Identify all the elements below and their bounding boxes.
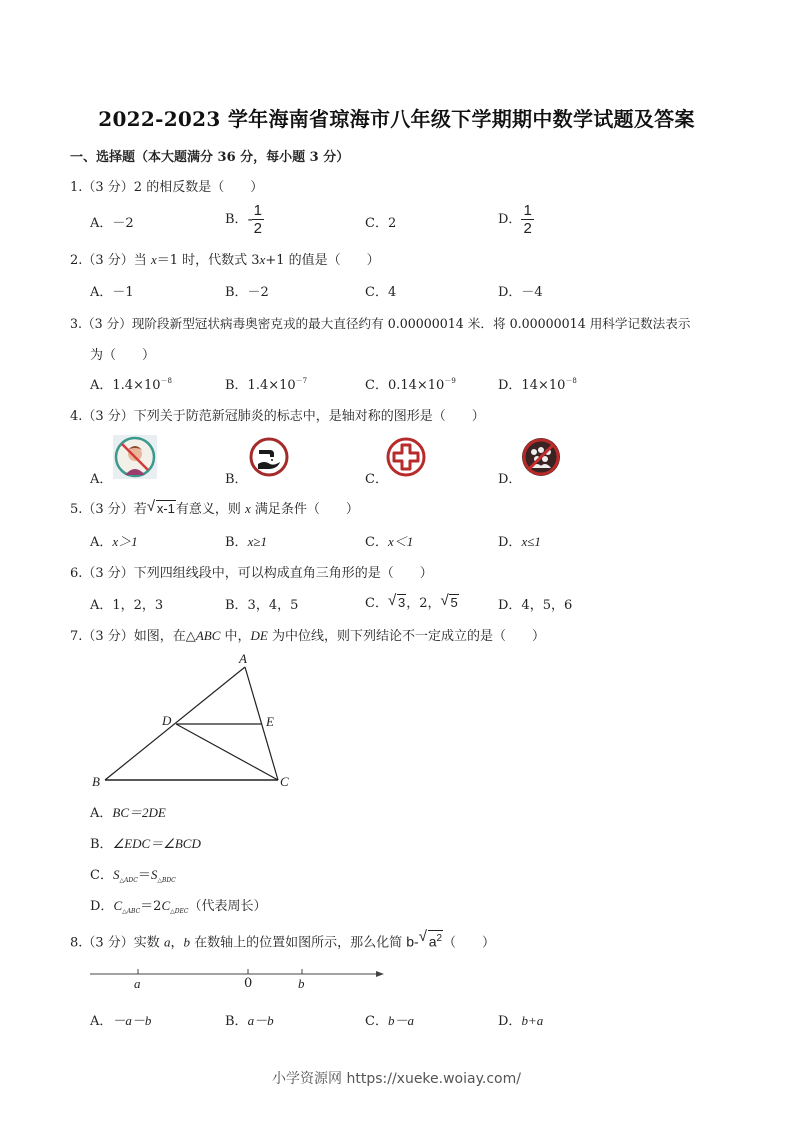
q2-option-c: C．4 [365, 285, 397, 300]
q6-option-a: A．1，2，3 [90, 598, 164, 613]
vertex-label-c: C [280, 774, 289, 789]
question-2-stem: 2.（3 分）当 x＝1 时，代数式 3x+1 的值是（ ） [70, 252, 380, 268]
question-3-stem-line1: 3.（3 分）现阶段新型冠状病毒奥密克戎的最大直径约有 0.00000014 米．将 0.00000014 用科学记数法表示 [70, 316, 691, 331]
vertex-label-e: E [266, 714, 274, 729]
footer-watermark: 小学资源网 https://xueke.woiay.com/ [272, 1071, 521, 1087]
q5-option-a: A．x＞1 [90, 534, 138, 550]
vertex-label-b: B [92, 774, 100, 789]
q6-option-b: B．3，4，5 [225, 598, 299, 613]
square-root: √ $a^2$ [418, 928, 443, 950]
fraction: $\frac{1}{2}$ [523, 202, 532, 237]
square-root: √ 5 [440, 592, 458, 610]
question-8-stem: 8.（3 分）实数 a，b 在数轴上的位置如图所示，那么化简 b- √ $a^2$（ ） [70, 928, 496, 951]
q1-option-c: C．2 [365, 216, 397, 231]
q8-option-a: A．－a－b [90, 1013, 152, 1029]
q4-option-a-label: A． [90, 472, 113, 487]
q8-option-c: C．b－a [365, 1013, 414, 1029]
q4-option-b-label: B． [225, 472, 248, 487]
q5-option-c: C．x＜1 [365, 534, 414, 550]
q7-option-d: D．$C_{\triangle ABC}=2C_{\triangle DEC}$（代表周长） [90, 898, 267, 915]
q7-option-a: A．BC＝2DE [90, 805, 166, 821]
section-heading: 一、选择题（本大题满分 36 分，每小题 3 分） [70, 150, 350, 165]
q2-option-d: D．－4 [498, 285, 543, 300]
number-line-label-b: b [298, 976, 305, 991]
question-3-stem-line2: 为（ ） [90, 348, 156, 363]
q3-option-d: D．$14\times 10^{-8}$ [498, 377, 577, 393]
question-7-stem: 7.（3 分）如图，在△ABC 中，DE 为中位线，则下列结论不一定成立的是（ ） [70, 628, 545, 644]
number-line-label-a: a [134, 976, 141, 991]
q6-option-d: D．4，5，6 [498, 598, 573, 613]
fraction: $\frac{1}{2}$ [253, 202, 262, 237]
q5-option-b: B．x≥1 [225, 534, 267, 550]
question-1-stem: 1.（3 分）2 的相反数是（ ） [70, 180, 264, 195]
question-6-stem: 6.（3 分）下列四组线段中，可以构成直角三角形的是（ ） [70, 566, 433, 581]
arrow-right-icon [376, 971, 384, 977]
q8-option-b: B．a－b [225, 1013, 274, 1029]
q5-option-d: D．x≤1 [498, 534, 541, 550]
q3-option-c: C．$0.14\times 10^{-9}$ [365, 377, 456, 393]
square-root: √ x-1 [146, 498, 175, 516]
q7-option-b: B．∠EDC＝∠BCD [90, 836, 201, 852]
q6-option-c: C． √ 3，2， √ 5 [365, 592, 458, 611]
q7-option-c: C．$S_{\triangle ADC}=S_{\triangle BDC}$ [90, 867, 176, 884]
q1-option-b: B．- $\frac{1}{2}$ [225, 202, 262, 237]
q3-option-a: A．$1.4\times 10^{-8}$ [90, 377, 172, 393]
number-line-label-zero: 0 [244, 976, 253, 991]
square-root: √ 3 [387, 592, 406, 610]
vertex-label-d: D [162, 713, 172, 728]
vertex-label-a: A [239, 651, 247, 666]
q4-option-c-label: C． [365, 472, 388, 487]
q2-option-a: A．－1 [90, 285, 134, 300]
q3-option-b: B．$1.4\times 10^{-7}$ [225, 377, 308, 393]
q4-option-d-label: D． [498, 472, 522, 487]
question-4-stem: 4.（3 分）下列关于防范新冠肺炎的标志中，是轴对称的图形是（ ） [70, 409, 485, 424]
q2-option-b: B．－2 [225, 285, 269, 300]
q8-option-d: D．b+a [498, 1013, 544, 1029]
q1-option-a: A．－2 [90, 216, 134, 231]
q1-option-d: D． $\frac{1}{2}$ [498, 202, 532, 237]
question-5-stem: 5.（3 分）若 √ x-1有意义，则 x 满足条件（ ） [70, 498, 359, 517]
page-title: 2022-2023 学年海南省琼海市八年级下学期期中数学试题及答案 [98, 107, 695, 131]
